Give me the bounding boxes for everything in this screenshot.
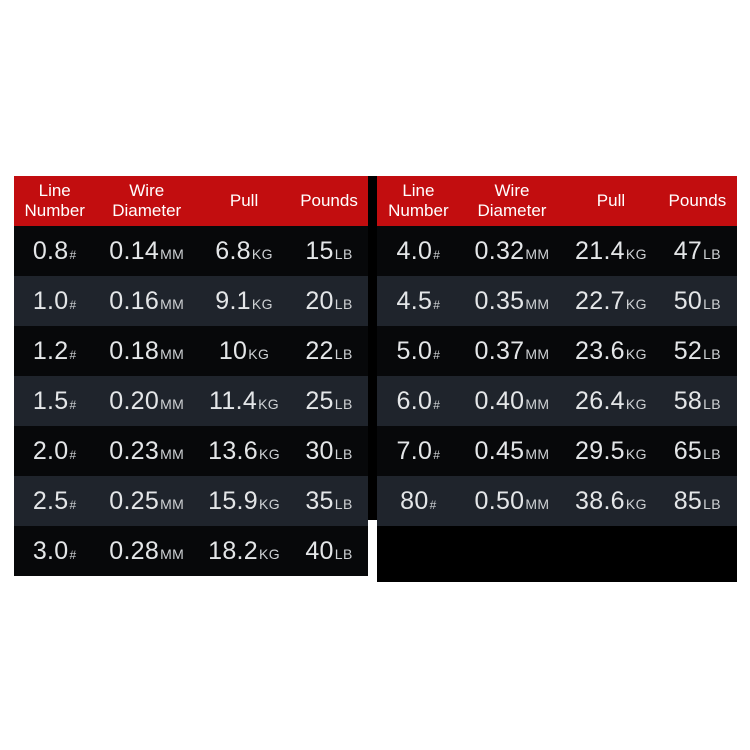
pounds-cell (658, 476, 737, 530)
line-number-cell (377, 376, 460, 430)
line-number-unit: # (429, 498, 437, 512)
line-number-value: 2.0 (32, 437, 69, 465)
pull-value: 23.6 (575, 337, 625, 365)
line-number-unit: # (69, 548, 77, 562)
empty-row (377, 526, 737, 582)
wire-diameter-unit: MM (525, 296, 550, 312)
header-wire-diameter: Wire Diameter (112, 180, 182, 220)
line-number-unit: # (69, 248, 77, 262)
wire-diameter-value: 0.20 (109, 387, 160, 415)
pounds-cell (290, 476, 368, 530)
wire-diameter-unit: MM (160, 346, 185, 362)
pounds-cell (290, 326, 368, 380)
wire-diameter-cell (95, 326, 198, 380)
pounds-cell (290, 376, 368, 430)
table-row (377, 376, 737, 426)
pull-unit: KG (258, 546, 281, 562)
pounds-cell (290, 526, 368, 580)
line-number-cell (377, 326, 460, 380)
pull-unit: KG (625, 496, 647, 512)
pounds-unit: LB (334, 396, 353, 412)
pounds-cell (658, 326, 737, 380)
pull-value: 10 (218, 337, 248, 365)
wire-diameter-unit: MM (525, 446, 550, 462)
wire-diameter-cell (95, 476, 198, 530)
pounds-unit: LB (703, 496, 722, 512)
header-line-number: Line Number (24, 180, 85, 220)
line-number-cell (377, 226, 460, 280)
pull-unit: KG (258, 396, 280, 412)
wire-diameter-value: 0.40 (474, 387, 525, 415)
pull-value: 6.8 (215, 237, 251, 265)
wire-diameter-unit: MM (160, 496, 185, 512)
pounds-value: 15 (305, 237, 334, 265)
pounds-unit: LB (334, 446, 353, 462)
pull-unit: KG (625, 296, 647, 312)
pounds-cell (658, 376, 737, 430)
pull-unit: KG (251, 246, 273, 262)
table-row (14, 226, 368, 276)
wire-diameter-unit: MM (525, 396, 550, 412)
line-number-unit: # (69, 498, 77, 512)
spec-table-left (14, 176, 368, 576)
wire-diameter-value: 0.45 (474, 437, 525, 465)
line-number-unit: # (433, 398, 441, 412)
line-number-value: 80 (400, 487, 429, 515)
table-row (377, 276, 737, 326)
pounds-value: 52 (673, 337, 703, 365)
wire-diameter-cell (460, 476, 564, 530)
pounds-cell (290, 226, 368, 280)
wire-diameter-unit: MM (160, 296, 185, 312)
pull-value: 13.6 (208, 437, 258, 465)
table-row (377, 226, 737, 276)
pull-value: 22.7 (575, 287, 625, 315)
pounds-value: 25 (305, 387, 334, 415)
wire-diameter-cell (95, 426, 198, 480)
wire-diameter-unit: MM (525, 246, 550, 262)
pull-cell (564, 276, 658, 330)
wire-diameter-value: 0.16 (109, 287, 160, 315)
pounds-value: 35 (305, 487, 334, 515)
pull-unit: KG (625, 446, 647, 462)
pull-unit: KG (258, 496, 281, 512)
line-number-cell (14, 376, 95, 430)
wire-diameter-value: 0.37 (474, 337, 525, 365)
pull-value: 38.6 (575, 487, 625, 515)
header-pull: Pull (229, 190, 259, 210)
pounds-value: 20 (305, 287, 334, 315)
line-number-value: 4.5 (396, 287, 433, 315)
line-number-cell (14, 326, 95, 380)
table-row (377, 426, 737, 476)
pounds-unit: LB (703, 346, 722, 362)
line-number-value: 3.0 (32, 537, 69, 565)
wire-diameter-cell (95, 226, 198, 280)
pull-unit: KG (625, 246, 647, 262)
line-number-cell (377, 276, 460, 330)
pounds-cell (290, 426, 368, 480)
pounds-unit: LB (703, 396, 722, 412)
line-number-unit: # (69, 298, 77, 312)
pounds-unit: LB (703, 446, 722, 462)
pounds-unit: LB (703, 296, 722, 312)
pounds-unit: LB (334, 296, 353, 312)
pounds-cell (290, 276, 368, 330)
pull-unit: KG (251, 296, 273, 312)
line-number-cell (377, 426, 460, 480)
pounds-unit: LB (334, 496, 353, 512)
table-row (14, 276, 368, 326)
header-line-number: Line Number (388, 180, 449, 220)
pull-unit: KG (625, 396, 647, 412)
table-header (14, 176, 368, 226)
pull-cell (564, 476, 658, 530)
table-row (14, 526, 368, 576)
pounds-unit: LB (334, 546, 353, 562)
pull-value: 9.1 (215, 287, 251, 315)
line-number-value: 7.0 (396, 437, 433, 465)
pull-value: 18.2 (208, 537, 258, 565)
pounds-cell (658, 226, 737, 280)
pull-cell (198, 476, 290, 530)
wire-diameter-unit: MM (525, 346, 550, 362)
pounds-cell (658, 276, 737, 330)
pounds-unit: LB (334, 346, 353, 362)
pull-cell (564, 226, 658, 280)
pounds-cell (658, 426, 737, 480)
pull-unit: KG (248, 346, 270, 362)
pull-cell (198, 226, 290, 280)
line-number-unit: # (69, 448, 77, 462)
wire-diameter-unit: MM (160, 546, 185, 562)
wire-diameter-cell (95, 376, 198, 430)
wire-diameter-value: 0.50 (474, 487, 525, 515)
pounds-unit: LB (334, 246, 353, 262)
wire-diameter-value: 0.18 (109, 337, 160, 365)
table-row (377, 326, 737, 376)
line-number-value: 2.5 (32, 487, 69, 515)
wire-diameter-cell (95, 276, 198, 330)
line-number-unit: # (433, 248, 441, 262)
table-row (14, 476, 368, 526)
pounds-unit: LB (703, 246, 722, 262)
line-number-cell (14, 226, 95, 280)
wire-diameter-unit: MM (160, 246, 185, 262)
table-header (377, 176, 737, 226)
wire-diameter-value: 0.14 (109, 237, 160, 265)
line-number-value: 4.0 (396, 237, 433, 265)
pounds-value: 47 (673, 237, 703, 265)
pounds-value: 40 (305, 537, 334, 565)
wire-diameter-unit: MM (160, 446, 185, 462)
wire-diameter-value: 0.25 (109, 487, 160, 515)
pounds-value: 85 (673, 487, 703, 515)
table-row (14, 426, 368, 476)
line-number-unit: # (69, 398, 77, 412)
line-number-value: 1.0 (32, 287, 69, 315)
wire-diameter-cell (460, 326, 564, 380)
wire-diameter-value: 0.23 (109, 437, 160, 465)
pounds-value: 22 (305, 337, 334, 365)
header-wire-diameter: Wire Diameter (477, 180, 547, 220)
wire-diameter-cell (460, 226, 564, 280)
line-number-cell (14, 526, 95, 580)
pull-cell (198, 276, 290, 330)
wire-diameter-cell (460, 376, 564, 430)
table-row (14, 326, 368, 376)
line-number-value: 1.2 (32, 337, 69, 365)
line-number-cell (14, 276, 95, 330)
line-number-unit: # (433, 298, 441, 312)
pull-cell (564, 426, 658, 480)
pull-unit: KG (258, 446, 281, 462)
line-number-cell (14, 426, 95, 480)
line-number-unit: # (433, 448, 441, 462)
pull-value: 29.5 (575, 437, 625, 465)
wire-diameter-value: 0.35 (474, 287, 525, 315)
spec-table-right (377, 176, 737, 582)
line-number-cell (377, 476, 460, 530)
header-pounds: Pounds (668, 190, 727, 210)
pull-value: 26.4 (575, 387, 625, 415)
pounds-value: 50 (673, 287, 703, 315)
line-number-unit: # (69, 348, 77, 362)
pounds-value: 58 (673, 387, 703, 415)
line-number-value: 0.8 (32, 237, 69, 265)
pull-cell (198, 526, 290, 580)
table-row (377, 476, 737, 526)
table-divider (368, 176, 377, 582)
wire-diameter-value: 0.32 (474, 237, 525, 265)
pull-cell (198, 326, 290, 380)
wire-diameter-value: 0.28 (109, 537, 160, 565)
pull-unit: KG (625, 346, 647, 362)
pounds-value: 65 (673, 437, 703, 465)
wire-diameter-cell (460, 276, 564, 330)
line-number-value: 1.5 (32, 387, 69, 415)
header-pounds: Pounds (300, 190, 358, 210)
header-pull: Pull (596, 190, 626, 210)
pull-cell (564, 376, 658, 430)
pull-value: 15.9 (208, 487, 258, 515)
wire-diameter-cell (460, 426, 564, 480)
wire-diameter-unit: MM (160, 396, 185, 412)
line-number-value: 5.0 (396, 337, 433, 365)
pull-cell (198, 426, 290, 480)
pull-cell (564, 326, 658, 380)
pull-cell (198, 376, 290, 430)
wire-diameter-cell (95, 526, 198, 580)
line-number-cell (14, 476, 95, 530)
line-number-unit: # (433, 348, 441, 362)
pull-value: 21.4 (575, 237, 625, 265)
pull-value: 11.4 (209, 387, 258, 415)
line-number-value: 6.0 (396, 387, 433, 415)
pounds-value: 30 (305, 437, 334, 465)
wire-diameter-unit: MM (525, 496, 550, 512)
table-row (14, 376, 368, 426)
